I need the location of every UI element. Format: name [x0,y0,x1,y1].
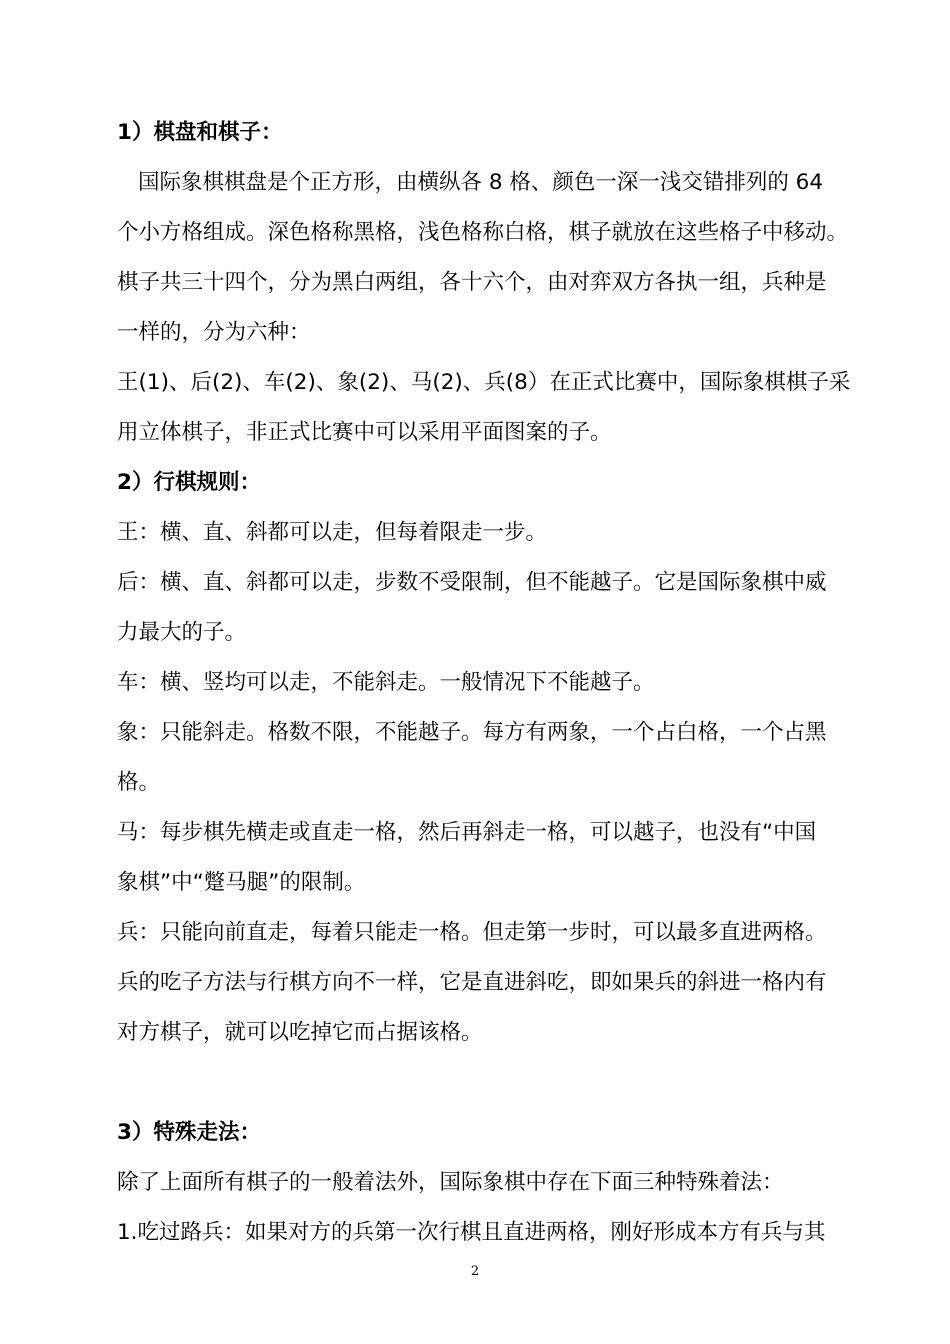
paragraph-line: 棋子共三十四个，分为黑白两组，各十六个，由对弈双方各执一组，兵种是 [117,270,827,295]
paragraph-line: 兵的吃子方法与行棋方向不一样，它是直进斜吃，即如果兵的斜进一格内有 [117,970,827,995]
paragraph-line: 除了上面所有棋子的一般着法外，国际象棋中存在下面三种特殊着法： [117,1170,784,1195]
paragraph-line: 兵：只能向前直走，每着只能走一格。但走第一步时，可以最多直进两格。 [117,920,827,945]
page-number: 2 [470,1264,480,1279]
blank-line [117,1058,867,1108]
paragraph-line: 格。 [117,770,161,795]
paragraph-line: 力最大的子。 [117,620,247,645]
paragraph-line: 后：横、直、斜都可以走，步数不受限制，但不能越子。它是国际象棋中威 [117,570,827,595]
paragraph-line: 对方棋子，就可以吃掉它而占据该格。 [117,1020,483,1045]
document-body [117,108,867,1258]
section-heading-move-rules: 2）行棋规则： [117,470,261,495]
paragraph-line: 个小方格组成。深色格称黑格，浅色格称白格，棋子就放在这些格子中移动。 [117,220,849,245]
paragraph-line: 王(1)、后(2)、车(2)、象(2)、马(2)、兵(8）在正式比赛中，国际象棋棋子采 [117,370,851,395]
paragraph-line: 象棋”中“蹩马腿”的限制。 [117,870,366,895]
paragraph-line: 1.吃过路兵：如果对方的兵第一次行棋且直进两格，刚好形成本方有兵与其 [117,1220,826,1245]
paragraph-line: 车：横、竖均可以走，不能斜走。一般情况下不能越子。 [117,670,655,695]
section-heading-special-moves: 3）特殊走法： [117,1120,261,1145]
section-heading-board-and-pieces: 1）棋盘和棋子： [117,120,283,145]
paragraph-line: 一样的，分为六种： [117,320,311,345]
paragraph-line: 王：横、直、斜都可以走，但每着限走一步。 [117,520,548,545]
paragraph-line: 国际象棋棋盘是个正方形，由横纵各 8 格、颜色一深一浅交错排列的 64 [138,170,824,195]
paragraph-line: 象：只能斜走。格数不限，不能越子。每方有两象，一个占白格，一个占黑 [117,720,827,745]
paragraph-line: 用立体棋子，非正式比赛中可以采用平面图案的子。 [117,420,612,445]
paragraph-line: 马：每步棋先横走或直走一格，然后再斜走一格，可以越子，也没有“中国 [117,820,817,845]
